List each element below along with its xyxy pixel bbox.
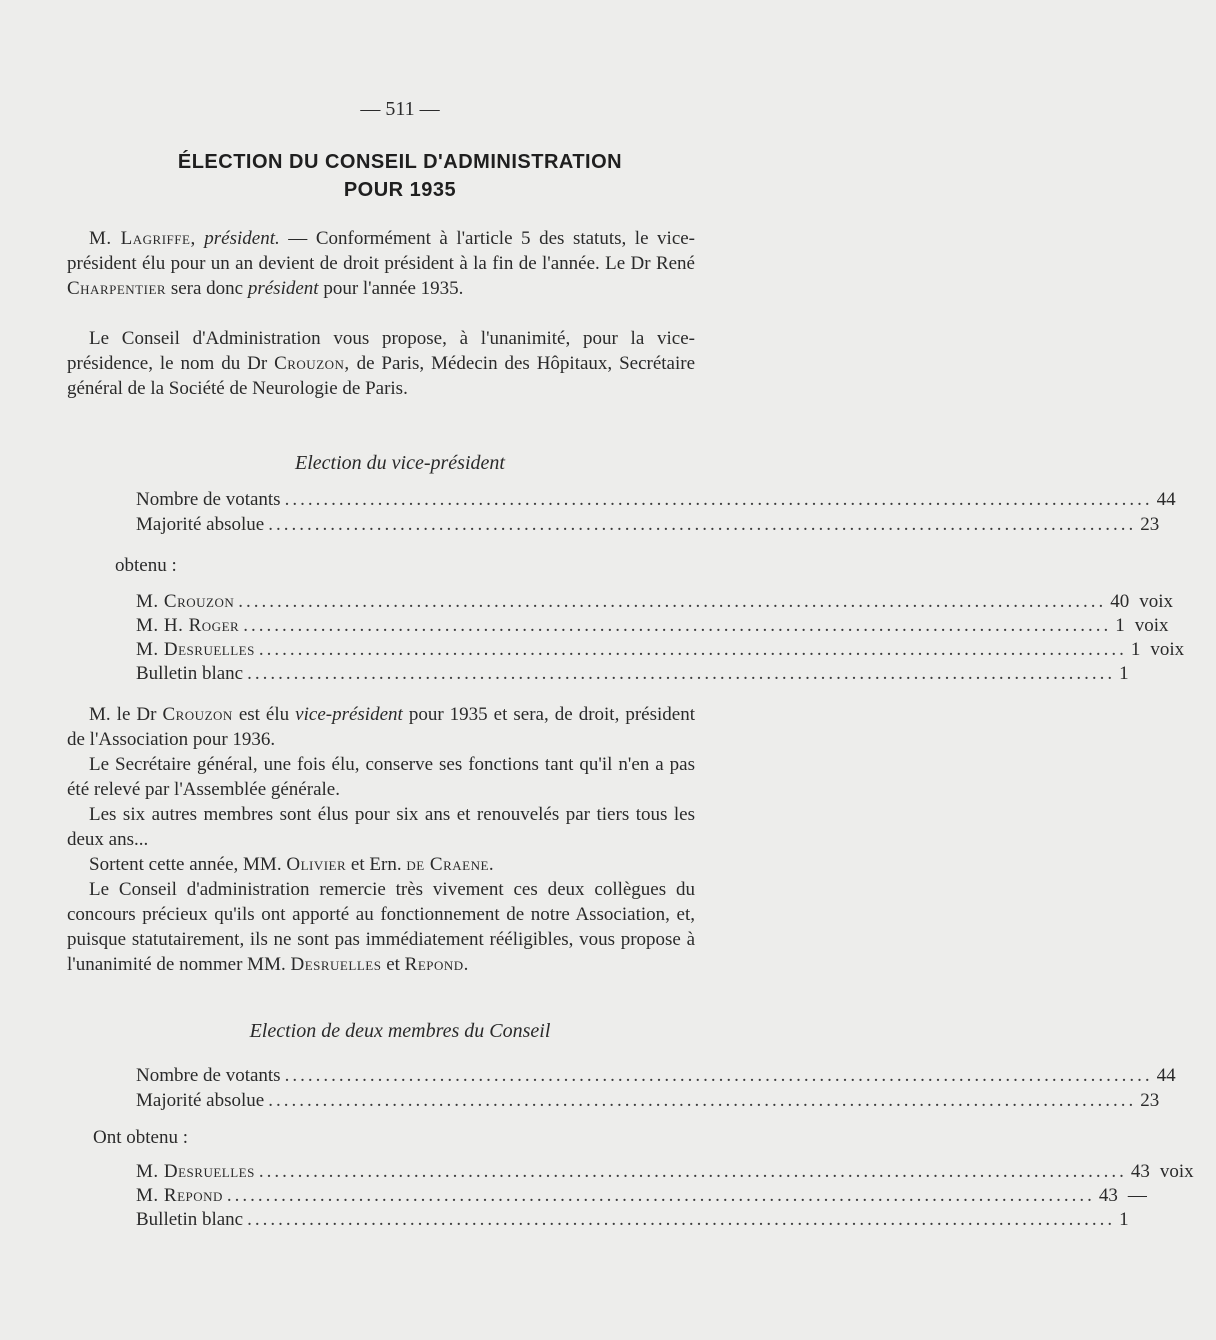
vote-count: 40 [1110, 591, 1130, 612]
result-row [136, 614, 1169, 638]
vote-unit: voix [1159, 1161, 1194, 1182]
vote-unit: — [1127, 1185, 1147, 1206]
result-row [136, 1208, 1129, 1232]
obtained-label: obtenu : [115, 555, 177, 576]
result-row [136, 662, 1129, 686]
candidate-name: M. Crouzon [136, 591, 235, 612]
paragraph-text: de Paris, Médecin des Hôpitaux, Secrétaire général de la Société de Neurologie de Paris. [67, 353, 696, 399]
vote-unit: voix [1139, 591, 1174, 612]
paragraph-text: sera donc [170, 278, 244, 299]
vote-unit [1129, 1208, 1195, 1232]
role-president: président. [204, 228, 280, 249]
vote-count: 43 [1130, 1161, 1150, 1182]
paragraph-text: Le Secrétaire général, une fois élu, conserve ses fonctions tant qu'il n'en a pas été relevé par l'Assemblée générale. [67, 754, 695, 800]
paragraph-outgoing [67, 852, 695, 877]
vote-count: 1 [1119, 1209, 1129, 1230]
paragraph-members [67, 802, 695, 852]
result-row [136, 638, 1185, 662]
vote-count: 1 [1115, 615, 1125, 636]
candidate-name: M. Desruelles [136, 1161, 255, 1182]
tally-label: Majorité absolue [136, 514, 265, 535]
paragraph-text: est élu [238, 704, 290, 725]
name-crouzon: Crouzon [162, 704, 233, 725]
paragraph-text: Sortent cette année, MM. [89, 854, 282, 875]
paragraph-text: et [386, 954, 400, 975]
tally-row [136, 1064, 1176, 1088]
paragraph-text: — Conformément à l'article 5 des statuts, le vice-président élu pour un an devient de droit président à la fin de l'année. Le Dr René [67, 228, 696, 274]
tally-row [136, 488, 1176, 512]
name-de-craene: de Craene. [406, 854, 495, 875]
candidate-name: Bulletin blanc [136, 1209, 244, 1230]
leader-dots: ................................................................................................................ [226, 1185, 1095, 1206]
tally-label: Nombre de votants [136, 1065, 281, 1086]
result-row [136, 1184, 1147, 1208]
obtained-label: Ont obtenu : [93, 1127, 188, 1148]
page-number: — 511 — [360, 98, 440, 120]
role-president: président [247, 278, 319, 299]
vote-count: 1 [1130, 639, 1141, 660]
name-olivier: Olivier [286, 854, 347, 875]
name-charpentier: Charpentier [67, 278, 167, 299]
name-crouzon: Crouzon, [274, 353, 350, 374]
vote-unit: voix [1134, 615, 1169, 636]
name-desruelles: Desruelles [290, 954, 382, 975]
tally-row [136, 1089, 1160, 1113]
paragraph-secretary [67, 752, 695, 802]
leader-dots: ................................................................................................................ [284, 1065, 1153, 1086]
role-vice-president: vice-président [295, 704, 403, 725]
page-title [60, 148, 740, 204]
tally-value: 23 [1140, 514, 1160, 535]
candidate-name: M. Desruelles [136, 639, 255, 660]
paragraph-text: et Ern. [350, 854, 402, 875]
leader-dots: ................................................................................................................ [243, 615, 1112, 636]
tally-row [136, 513, 1160, 537]
vote-count: 1 [1119, 663, 1129, 684]
section-heading-vice-president: Election du vice-président [295, 452, 505, 474]
paragraph-text: M. le Dr [89, 704, 157, 725]
title-line-2: POUR 1935 [343, 179, 457, 201]
tally-label: Majorité absolue [136, 1090, 265, 1111]
leader-dots: ................................................................................................................ [284, 489, 1153, 510]
vote-count: 43 [1098, 1185, 1118, 1206]
name-lagriffe: M. Lagriffe, [89, 228, 196, 249]
title-line-1: ÉLECTION DU CONSEIL D'ADMINISTRATION [177, 151, 623, 173]
paragraph-text: pour l'année 1935. [323, 278, 464, 299]
result-row [136, 1160, 1194, 1184]
result-row [136, 590, 1174, 614]
candidate-name: M. H. Roger [136, 615, 240, 636]
tally-value: 23 [1140, 1090, 1160, 1111]
vote-unit [1129, 662, 1195, 686]
vote-unit: voix [1150, 639, 1185, 660]
candidate-name: Bulletin blanc [136, 663, 244, 684]
leader-dots: ................................................................................................................ [247, 1209, 1116, 1230]
paragraph-thanks [67, 877, 695, 977]
paragraph-proposal [67, 326, 695, 401]
leader-dots: ................................................................................................................ [258, 1161, 1127, 1182]
tally-value: 44 [1156, 1065, 1176, 1086]
paragraph-president [67, 226, 695, 301]
candidate-name: M. Repond [136, 1185, 223, 1206]
section-heading-council: Election de deux membres du Conseil [249, 1020, 551, 1042]
paragraph-text: pour 1935 et sera, de droit, président de l'Association pour 1936. [67, 704, 695, 750]
paragraph-text: Le Conseil d'Administration vous propose, à l'unanimité, pour la vice-présidence, le nom du Dr [67, 328, 695, 374]
tally-value: 44 [1156, 489, 1176, 510]
leader-dots: ................................................................................................................ [247, 663, 1116, 684]
name-repond: Repond. [404, 954, 469, 975]
paragraph-text: Les six autres membres sont élus pour six ans et renouvelés par tiers tous les deux ans... [67, 804, 695, 850]
leader-dots: ................................................................................................................ [258, 639, 1127, 660]
tally-label: Nombre de votants [136, 489, 281, 510]
leader-dots: ................................................................................................................ [268, 1090, 1137, 1111]
paragraph-text: Le Conseil d'administration remercie très vivement ces deux collègues du concours précieux qu'ils ont apporté au fonctionnement de notre Association, et, puisque statutairement, ils ne sont pas immédiatement rééligibles, vous propose à l'unanimité de nommer MM. [67, 879, 695, 975]
leader-dots: ................................................................................................................ [238, 591, 1107, 612]
leader-dots: ................................................................................................................ [268, 514, 1137, 535]
paragraph-elected [67, 702, 695, 752]
